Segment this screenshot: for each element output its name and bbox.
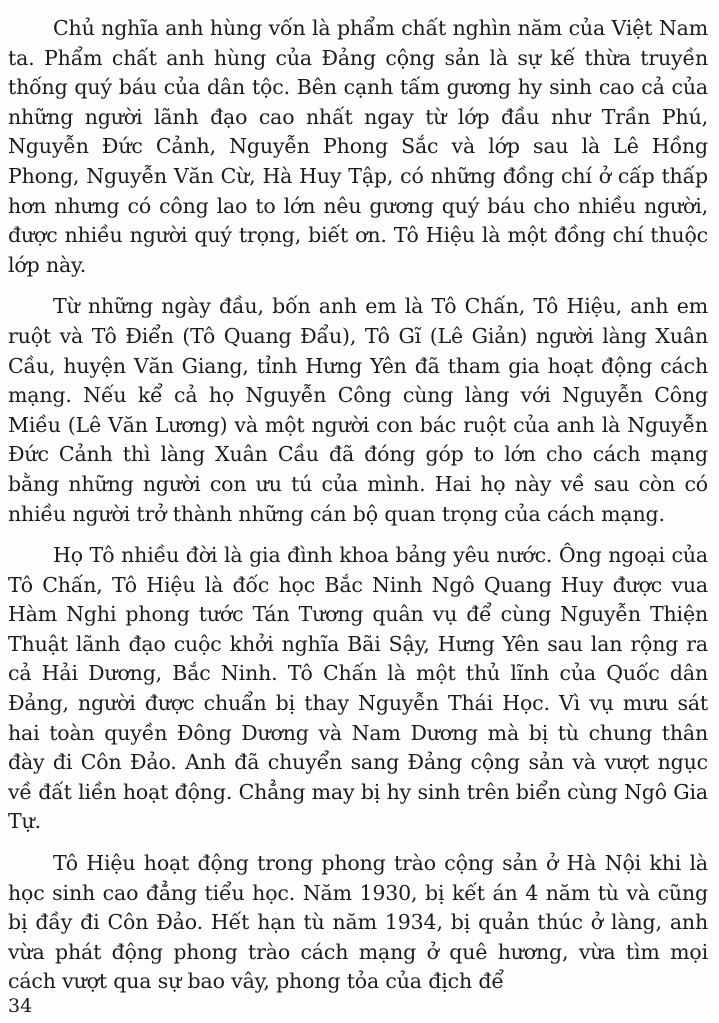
paragraph-4: Tô Hiệu hoạt động trong phong trào cộng sản ở Hà Nội khi là học sinh cao đẳng tiểu học. Năm 1930, bị kết án 4 năm tù và cũng bị đầy đi Côn Đảo. Hết hạn tù năm 1934, bị quản thúc ở làng, anh vừa phát động phong trào cách mạng ở quê hương, vừa tìm mọi cách vượt qua sự bao vây, phong tỏa của địch để — [8, 851, 708, 994]
page-number: 34 — [8, 995, 33, 1017]
paragraph-2: Từ những ngày đầu, bốn anh em là Tô Chấn, Tô Hiệu, anh em ruột và Tô Điển (Tô Quang Đẩu), Tô Gĩ (Lê Giản) người làng Xuân Cầu, huyện Văn Giang, tỉnh Hưng Yên đã tham gia hoạt động cách mạng. Nếu kể cả họ Nguyễn Công cùng làng với Nguyễn Công Miều (Lê Văn Lương) và một người con bác ruột của anh là Nguyễn Đức Cảnh thì làng Xuân Cầu đã đóng góp to lớn cho cách mạng bằng những người con ưu tú của mình. Hai họ này về sau còn có nhiều người trở thành những cán bộ quan trọng của cách mạng. — [8, 294, 708, 526]
body-text — [8, 14, 708, 1009]
paragraph-3: Họ Tô nhiều đời là gia đình khoa bảng yêu nước. Ông ngoại của Tô Chấn, Tô Hiệu là đốc học Bắc Ninh Ngô Quang Huy được vua Hàm Nghi phong tước Tán Tương quân vụ để cùng Nguyễn Thiện Thuật lãnh đạo cuộc khởi nghĩa Bãi Sậy, Hưng Yên sau lan rộng ra cả Hải Dương, Bắc Ninh. Tô Chấn là một thủ lĩnh của Quốc dân Đảng, người được chuẩn bị thay Nguyễn Thái Học. Vì vụ mưu sát hai toàn quyền Đông Dương và Nam Dương mà bị tù chung thân đày đi Côn Đảo. Anh đã chuyển sang Đảng cộng sản và vượt ngục về đất liền hoạt động. Chẳng may bị hy sinh trên biển cùng Ngô Gia Tự. — [8, 543, 708, 834]
paragraph-1: Chủ nghĩa anh hùng vốn là phẩm chất nghìn năm của Việt Nam ta. Phẩm chất anh hùng của Đảng cộng sản là sự kế thừa truyền thống quý báu của dân tộc. Bên cạnh tấm gương hy sinh cao cả của những người lãnh đạo cao nhất ngay từ lớp đầu như Trần Phú, Nguyễn Đức Cảnh, Nguyễn Phong Sắc và lớp sau là Lê Hồng Phong, Nguyễn Văn Cừ, Hà Huy Tập, có những đồng chí ở cấp thấp hơn nhưng có công lao to lớn nêu gương quý báu cho nhiều người, được nhiều người quý trọng, biết ơn. Tô Hiệu là một đồng chí thuộc lớp này. — [8, 16, 708, 277]
